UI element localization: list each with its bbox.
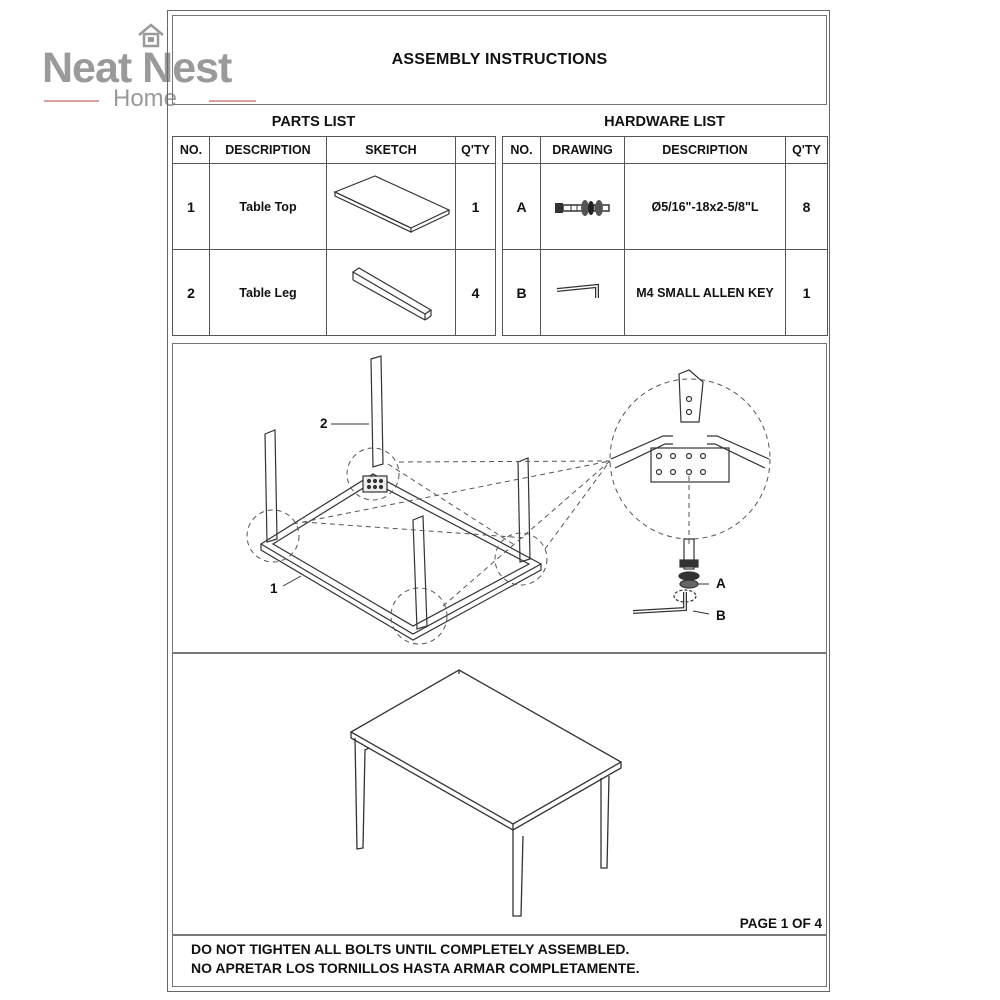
hardware-id: A — [503, 164, 541, 250]
finished-table-drawing — [173, 654, 828, 936]
hardware-id: B — [503, 250, 541, 336]
hardware-description: Ø5/16"-18x2-5/8"L — [625, 164, 786, 250]
hardware-qty: 8 — [786, 164, 828, 250]
allen-key-drawing — [541, 250, 625, 336]
table-leg — [265, 430, 277, 542]
page-title: ASSEMBLY INSTRUCTIONS — [391, 51, 608, 68]
callout-hardware-a: A — [716, 576, 726, 591]
part-number: 2 — [173, 250, 210, 336]
callout-hardware-b: B — [716, 608, 726, 623]
warning-spanish: NO APRETAR LOS TORNILLOS HASTA ARMAR COMPLETAMENTE. — [191, 960, 640, 976]
table-row — [503, 164, 828, 250]
part-description: Table Leg — [210, 250, 327, 336]
bolt-washer-drawing — [541, 164, 625, 250]
column-header: DESCRIPTION — [210, 137, 327, 164]
table-leg — [371, 356, 383, 467]
callout-part-1: 1 — [270, 581, 278, 596]
hardware-qty: 1 — [786, 250, 828, 336]
brand-subtitle: Home — [113, 85, 178, 112]
assembly-diagram — [172, 343, 827, 653]
hardware-description: M4 SMALL ALLEN KEY — [625, 250, 786, 336]
brand-logo — [0, 0, 232, 120]
part-number: 1 — [173, 164, 210, 250]
part-qty: 4 — [456, 250, 496, 336]
column-header: Q'TY — [786, 137, 828, 164]
callout-part-2: 2 — [320, 416, 328, 431]
table-row — [173, 250, 496, 336]
warning-box — [172, 935, 827, 987]
page-number: PAGE 1 OF 4 — [739, 916, 822, 931]
column-header: NO. — [503, 137, 541, 164]
table-row — [173, 164, 496, 250]
column-header: NO. — [173, 137, 210, 164]
finished-table-view — [172, 653, 827, 935]
table-row — [503, 250, 828, 336]
parts-list-heading: PARTS LIST — [271, 114, 356, 130]
hardware-table — [502, 136, 828, 336]
column-header: Q'TY — [456, 137, 496, 164]
assembly-drawing — [173, 344, 828, 654]
table-leg-sketch — [327, 250, 456, 336]
brand-name: Neat Nest — [42, 44, 232, 92]
column-header: SKETCH — [327, 137, 456, 164]
parts-header-row — [173, 137, 496, 164]
table-top-frame — [261, 474, 541, 634]
title-box — [172, 15, 827, 105]
hardware-list-heading: HARDWARE LIST — [604, 114, 725, 130]
table-leg — [413, 516, 427, 629]
table-leg — [518, 458, 530, 562]
parts-table — [172, 136, 496, 336]
part-description: Table Top — [210, 164, 327, 250]
part-qty: 1 — [456, 164, 496, 250]
hardware-header-row — [503, 137, 828, 164]
warning-english: DO NOT TIGHTEN ALL BOLTS UNTIL COMPLETELY ASSEMBLED. — [191, 941, 630, 957]
table-top-sketch — [327, 164, 456, 250]
column-header: DESCRIPTION — [625, 137, 786, 164]
column-header: DRAWING — [541, 137, 625, 164]
